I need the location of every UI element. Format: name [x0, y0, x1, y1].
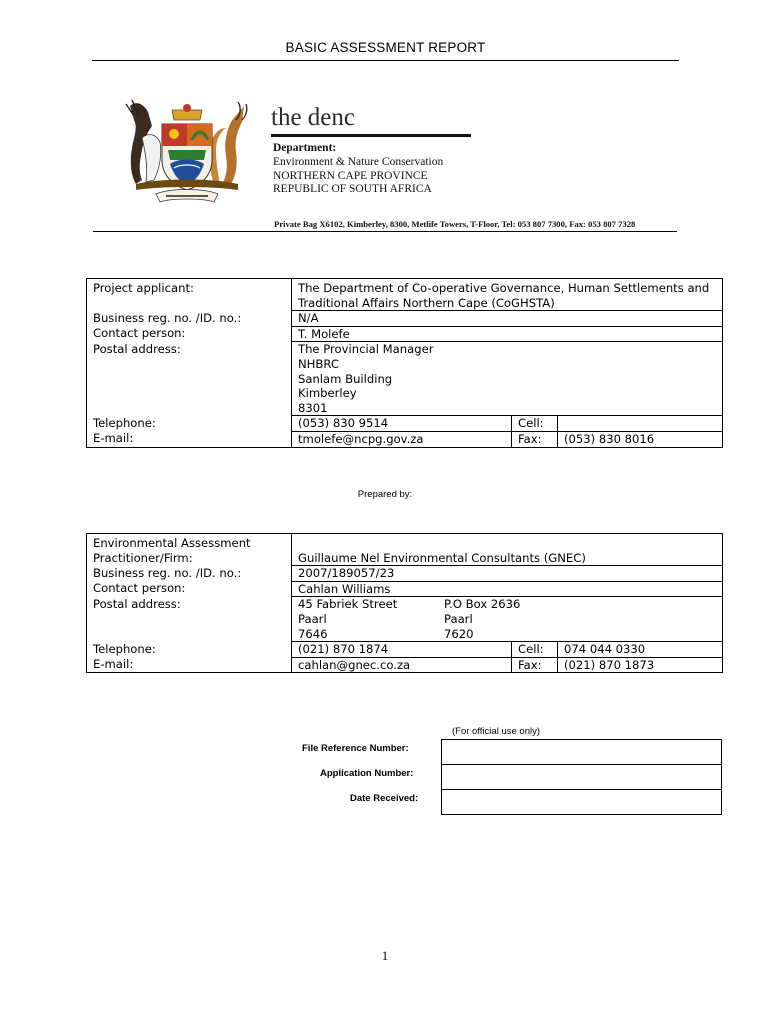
business-reg-value: 2007/189057/23: [292, 566, 723, 582]
application-number-label: Application Number:: [320, 768, 414, 779]
application-number-field[interactable]: [441, 764, 722, 789]
date-received-field[interactable]: [441, 789, 722, 815]
department-line: NORTHERN CAPE PROVINCE: [273, 169, 428, 182]
department-lines: [273, 142, 443, 197]
date-received-label: Date Received:: [350, 793, 419, 804]
fax-value: (021) 870 1873: [558, 657, 723, 673]
letterhead-divider: [93, 231, 677, 232]
fax-value: (053) 830 8016: [558, 431, 723, 447]
fax-label: Fax:: [512, 657, 558, 673]
coat-of-arms-icon: [122, 98, 252, 210]
street-line: 7646: [298, 626, 328, 641]
cell-value: [558, 416, 723, 432]
project-applicant-line: Traditional Affairs Northern Cape (CoGHSTA): [298, 295, 555, 310]
contact-person-label: Contact person:: [87, 581, 292, 597]
telephone-value: (053) 830 9514: [292, 416, 512, 432]
telephone-label: Telephone:: [87, 416, 292, 432]
cell-label: Cell:: [512, 642, 558, 658]
contact-person-value: Cahlan Williams: [292, 581, 723, 597]
email-label: E-mail:: [87, 657, 292, 673]
contact-person-value: T. Molefe: [292, 326, 723, 342]
email-value: cahlan@gnec.co.za: [292, 657, 512, 673]
page-number: 1: [381, 948, 389, 963]
department-line: Environment & Nature Conservation: [273, 155, 444, 168]
practitioner-value: [292, 534, 723, 566]
street-line: Paarl: [298, 611, 327, 626]
postal-line: 8301: [298, 400, 328, 415]
applicant-table: [86, 278, 723, 448]
table-row: [87, 431, 723, 447]
table-row: [87, 416, 723, 432]
table-row: [87, 311, 723, 327]
contact-person-label: Contact person:: [87, 326, 292, 342]
email-value: tmolefe@ncpg.gov.za: [292, 431, 512, 447]
official-use-note: (For official use only): [452, 726, 540, 737]
table-row: [87, 342, 723, 416]
postal-address-label: Postal address:: [87, 342, 292, 416]
brand-divider: [271, 134, 471, 137]
table-row: [87, 279, 723, 311]
project-applicant-line: The Department of Co-operative Governance, Human Settlements and: [298, 281, 710, 295]
box-line: Paarl: [444, 611, 473, 626]
business-reg-value: N/A: [292, 311, 723, 327]
brand-name: the denc: [271, 104, 355, 131]
practitioner-label: [87, 534, 292, 566]
postal-line: The Provincial Manager: [298, 342, 434, 357]
postal-address-label: Postal address:: [87, 597, 292, 642]
letterhead-address: Private Bag X6102, Kimberley, 8300, Metlife Towers, T-Floor, Tel: 053 807 7300, Fax: 053 807 7328: [274, 219, 636, 229]
postal-line: Kimberley: [298, 386, 357, 401]
email-label: E-mail:: [87, 431, 292, 447]
practitioner-label-line: Environmental Assessment: [93, 536, 251, 550]
file-reference-field[interactable]: [441, 739, 722, 764]
box-line: P.O Box 2636: [444, 597, 521, 612]
street-line: 45 Fabriek Street: [298, 597, 398, 612]
box-line: 7620: [444, 626, 474, 641]
table-row: [87, 566, 723, 582]
practitioner-label-line: Practitioner/Firm:: [93, 550, 193, 565]
cell-value: 074 044 0330: [558, 642, 723, 658]
file-reference-label: File Reference Number:: [302, 743, 409, 754]
postal-line: NHBRC: [298, 356, 339, 371]
header-divider: [92, 60, 679, 61]
business-reg-label: Business reg. no. /ID. no.:: [87, 566, 292, 582]
postal-line: Sanlam Building: [298, 371, 393, 386]
postal-address-value: [292, 597, 723, 642]
project-applicant-value: [292, 279, 723, 311]
project-applicant-label: Project applicant:: [87, 279, 292, 311]
telephone-label: Telephone:: [87, 642, 292, 658]
practitioner-table: [86, 533, 723, 673]
table-row: [87, 642, 723, 658]
table-row: [87, 657, 723, 673]
cell-label: Cell:: [512, 416, 558, 432]
table-row: [87, 597, 723, 642]
postal-address-value: [292, 342, 723, 416]
prepared-by-label: Prepared by:: [357, 489, 413, 500]
business-reg-label: Business reg. no. /ID. no.:: [87, 311, 292, 327]
fax-label: Fax:: [512, 431, 558, 447]
practitioner-firm: Guillaume Nel Environmental Consultants (GNEC): [298, 550, 586, 565]
table-row: [87, 534, 723, 566]
department-line: Department:: [273, 142, 337, 154]
department-line: REPUBLIC OF SOUTH AFRICA: [273, 183, 432, 196]
telephone-value: (021) 870 1874: [292, 642, 512, 658]
page-header-title: BASIC ASSESSMENT REPORT: [285, 40, 486, 55]
table-row: [87, 326, 723, 342]
table-row: [87, 581, 723, 597]
